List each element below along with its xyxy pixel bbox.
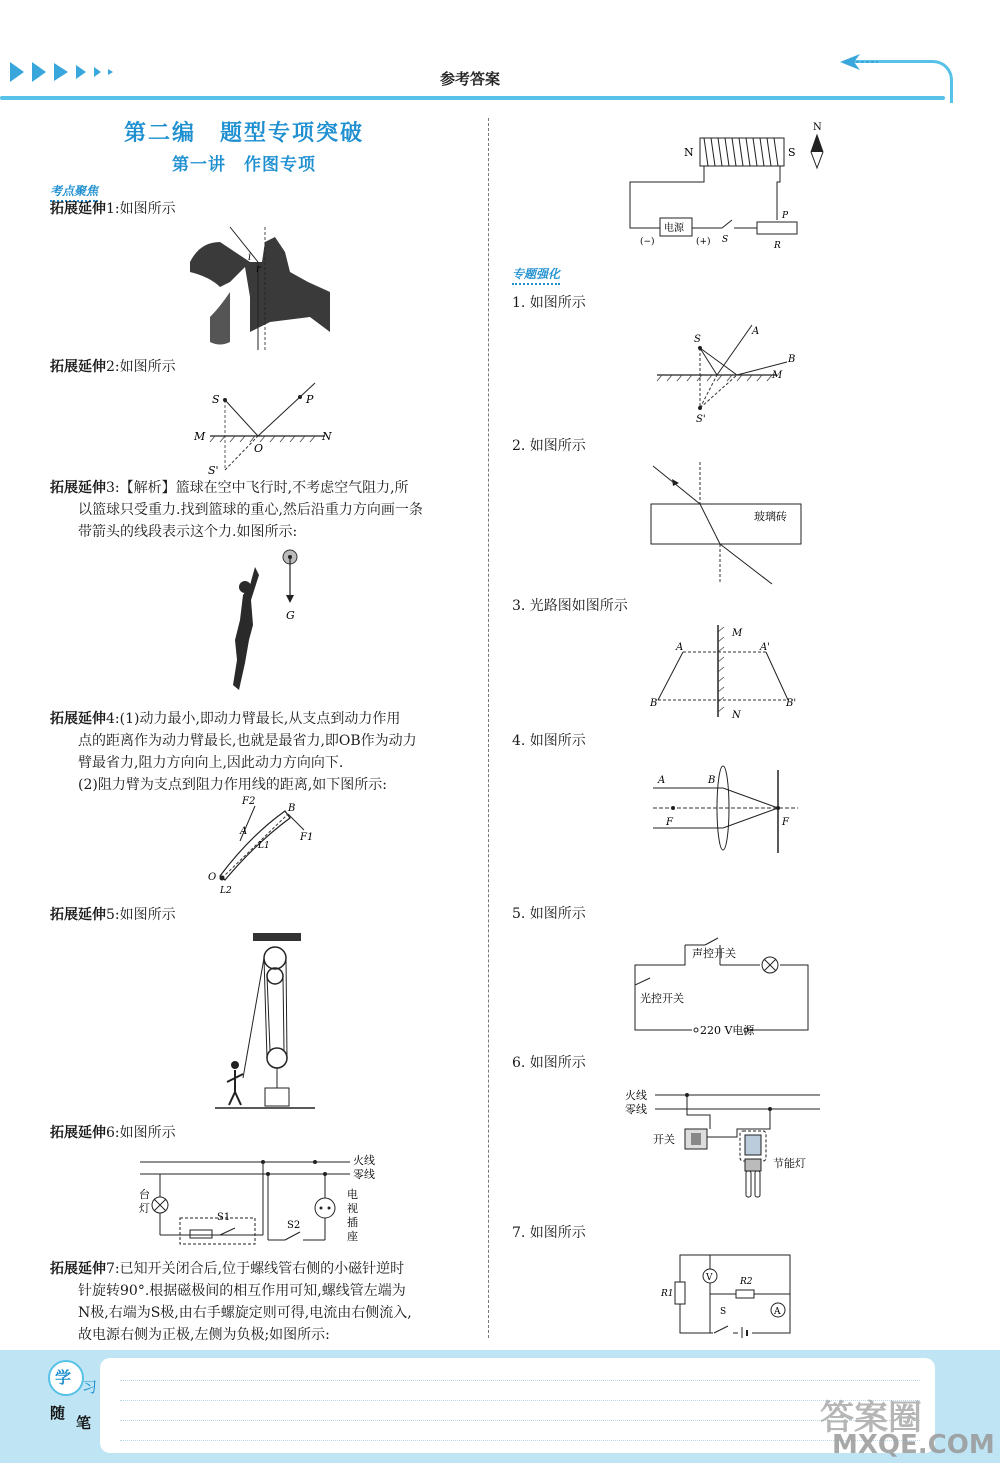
figure-sound-light-switch bbox=[630, 930, 815, 1045]
right-item-5: 5. 如图所示 bbox=[512, 906, 586, 922]
header-arrow-icon bbox=[838, 52, 878, 74]
left-item-2: 拓展延伸2:如图所示 bbox=[50, 359, 176, 375]
notes-brand bbox=[40, 1356, 110, 1446]
label-s-right: S bbox=[788, 146, 796, 159]
right-item-7: 7. 如图所示 bbox=[512, 1225, 586, 1241]
label-live: 火线 bbox=[625, 1089, 647, 1102]
label-a: A bbox=[658, 775, 666, 786]
right-item-3: 3. 光路图如图所示 bbox=[512, 598, 628, 614]
label-f1: F1 bbox=[300, 832, 314, 843]
label-lamp-b: 灯 bbox=[139, 1202, 150, 1215]
left-item-3: 拓展延伸3:【解析】篮球在空中飞行时,不考虑空气阻力,所 以篮球只受重力.找到篮球的重心,然后沿重力方向画一条 带箭头的线段表示这个力.如图所示: bbox=[50, 480, 423, 540]
label-s: S bbox=[720, 1307, 727, 1317]
label-b: B bbox=[788, 354, 796, 365]
label-a: A bbox=[240, 826, 248, 837]
label-s2: S2 bbox=[287, 1220, 301, 1231]
notes-line bbox=[120, 1420, 920, 1421]
sound-switch bbox=[705, 938, 718, 945]
label-s1: S1 bbox=[217, 1212, 231, 1223]
label-m: M bbox=[194, 430, 206, 443]
figure-mirror-image bbox=[648, 622, 808, 722]
figure-basketball-player bbox=[215, 545, 315, 697]
label-n: N bbox=[322, 430, 332, 443]
fulcrum-o bbox=[220, 876, 225, 881]
figure-reflection-1 bbox=[652, 320, 802, 425]
figure-lever bbox=[200, 796, 325, 896]
label-p: P bbox=[782, 211, 789, 221]
figure-refraction-person bbox=[190, 222, 340, 352]
switch-s2 bbox=[285, 1232, 300, 1240]
figure-household-circuit bbox=[135, 1150, 395, 1250]
label-r: r bbox=[256, 264, 261, 275]
label-m: M bbox=[772, 370, 783, 381]
label-neutral: 零线 bbox=[625, 1103, 647, 1116]
pulley-fixed-large bbox=[264, 947, 286, 969]
left-item-6: 拓展延伸6:如图所示 bbox=[50, 1125, 176, 1141]
left-item-7: 拓展延伸7:已知开关闭合后,位于螺线管右侧的小磁针逆时 针旋转90°.根据磁极间的相互作用可知,螺线管左端为 N极,右端为S极,由右手螺旋定则可得,电流由右侧流入, 故电源右侧为正极,左侧为负极;如图所示: bbox=[50, 1261, 412, 1343]
header-arrows bbox=[10, 60, 140, 84]
label-o: O bbox=[208, 872, 217, 883]
label-switch: 开关 bbox=[653, 1133, 675, 1146]
notes-line bbox=[120, 1440, 920, 1441]
brand-char-bi: 笔 bbox=[76, 1414, 92, 1432]
label-b: B bbox=[288, 803, 296, 814]
brand-char-xi: 习 bbox=[82, 1378, 98, 1396]
player-head bbox=[239, 581, 251, 593]
label-a: A bbox=[774, 1307, 781, 1317]
rock-shape bbox=[210, 292, 230, 345]
figure-ammeter-voltmeter-circuit bbox=[658, 1250, 798, 1338]
label-power: 电源 bbox=[664, 223, 684, 234]
label-o: O bbox=[254, 442, 264, 455]
incident-ray bbox=[225, 400, 258, 436]
resistor-r2 bbox=[736, 1290, 754, 1298]
brand-char-xue: 学 bbox=[55, 1368, 72, 1387]
figure-energy-saving-lamp bbox=[625, 1085, 830, 1205]
right-item-1: 1. 如图所示 bbox=[512, 295, 586, 311]
figure-glass-brick bbox=[648, 462, 808, 587]
ceiling bbox=[253, 933, 301, 941]
label-sound-switch: 声控开关 bbox=[692, 947, 736, 960]
figure-convex-lens bbox=[648, 765, 808, 860]
label-light-switch: 光控开关 bbox=[640, 992, 684, 1005]
socket-symbol bbox=[315, 1198, 335, 1218]
label-b: B bbox=[708, 775, 716, 786]
label-f2: F2 bbox=[242, 796, 256, 807]
light-switch bbox=[635, 978, 650, 985]
label-b: B bbox=[650, 698, 658, 709]
label-m: M bbox=[732, 628, 743, 639]
watermark-logo: 答案圈 bbox=[820, 1398, 922, 1438]
column-divider bbox=[488, 118, 489, 1338]
left-item-5: 拓展延伸5:如图所示 bbox=[50, 907, 176, 923]
label-i: i bbox=[248, 252, 252, 263]
force-f1-line bbox=[288, 814, 304, 830]
label-switch: S bbox=[722, 235, 729, 245]
header-rule bbox=[0, 96, 945, 100]
label-a: A bbox=[676, 642, 684, 653]
label-plus: (+) bbox=[696, 237, 711, 247]
label-tv-d: 座 bbox=[347, 1230, 358, 1243]
label-minus: (−) bbox=[640, 237, 655, 247]
load-block bbox=[265, 1088, 289, 1106]
watermark-url: MXQE.COM bbox=[832, 1430, 995, 1460]
label-v: V bbox=[706, 1273, 713, 1283]
header-title: 参考答案 bbox=[440, 70, 501, 88]
label-a: A bbox=[752, 326, 760, 337]
right-item-2: 2. 如图所示 bbox=[512, 438, 586, 454]
right-item-4: 4. 如图所示 bbox=[512, 733, 586, 749]
label-power-220v: 220 V电源 bbox=[700, 1024, 755, 1037]
label-glass: 玻璃砖 bbox=[754, 510, 787, 523]
label-s-prime: S' bbox=[208, 464, 219, 477]
point-p bbox=[298, 395, 302, 399]
person-head bbox=[231, 1061, 239, 1069]
label-s: S bbox=[212, 393, 220, 406]
label-a-prime: A' bbox=[760, 642, 770, 653]
ropes bbox=[243, 958, 287, 1078]
label-tv-b: 视 bbox=[347, 1202, 358, 1215]
left-item-4: 拓展延伸4:(1)动力最小,即动力臂最长,从支点到动力作用 点的距离作为动力臂最长,也就是最省力,即OB作为动力 臂最省力,阻力方向向上,因此动力方向向下. (2)阻力臂为支点到阻力作用线的距离,如下图所示: bbox=[50, 711, 417, 793]
label-n-left: N bbox=[684, 146, 694, 159]
page-title: 第二编 题型专项突破 bbox=[123, 121, 364, 146]
notes-line bbox=[120, 1380, 920, 1381]
brand-char-sui: 随 bbox=[50, 1404, 66, 1422]
label-f-right: F bbox=[782, 817, 789, 828]
pulley-movable bbox=[267, 1048, 287, 1068]
label-f-left: F bbox=[666, 817, 673, 828]
reflected-ray bbox=[258, 383, 315, 436]
solenoid-coils bbox=[704, 138, 778, 166]
label-compass-n: N bbox=[813, 122, 822, 133]
page-subtitle: 第一讲 作图专项 bbox=[172, 155, 316, 175]
resistor-r1 bbox=[675, 1282, 685, 1304]
notes-line bbox=[120, 1400, 920, 1401]
label-tv-a: 电 bbox=[347, 1188, 358, 1201]
label-tv-c: 插 bbox=[347, 1216, 358, 1229]
label-s: S bbox=[694, 334, 701, 345]
right-item-6: 6. 如图所示 bbox=[512, 1055, 586, 1071]
gravity-arrowhead bbox=[286, 595, 294, 603]
label-energy-lamp: 节能灯 bbox=[773, 1157, 806, 1170]
label-r1: R1 bbox=[661, 1289, 674, 1299]
section-label-strengthen: 专题强化 bbox=[512, 265, 560, 285]
label-r: R bbox=[774, 241, 781, 250]
label-neutral: 零线 bbox=[353, 1168, 375, 1181]
notes-panel bbox=[100, 1358, 935, 1453]
figure-plane-mirror bbox=[190, 378, 350, 478]
label-l1: L1 bbox=[258, 841, 270, 851]
arm-l1 bbox=[222, 814, 288, 878]
section-label-focus: 考点聚焦 bbox=[50, 182, 98, 202]
label-g: G bbox=[286, 609, 295, 622]
label-live: 火线 bbox=[353, 1154, 375, 1167]
label-r2: R2 bbox=[740, 1277, 753, 1287]
point-s bbox=[223, 398, 227, 402]
left-item-1: 拓展延伸1:如图所示 bbox=[50, 201, 176, 217]
switch bbox=[722, 220, 732, 228]
label-l2: L2 bbox=[220, 886, 232, 896]
person-figure bbox=[227, 1070, 243, 1105]
figure-solenoid bbox=[622, 120, 837, 250]
label-p: P bbox=[306, 393, 314, 406]
rheostat bbox=[190, 1230, 212, 1238]
rheostat-r bbox=[757, 222, 797, 234]
label-b-prime: B' bbox=[786, 698, 797, 709]
figure-pulley-system bbox=[215, 930, 315, 1115]
label-n: N bbox=[732, 710, 741, 721]
label-s-prime: S' bbox=[696, 414, 706, 425]
pulley-fixed-small bbox=[267, 968, 283, 984]
label-lamp-a: 台 bbox=[139, 1188, 150, 1201]
